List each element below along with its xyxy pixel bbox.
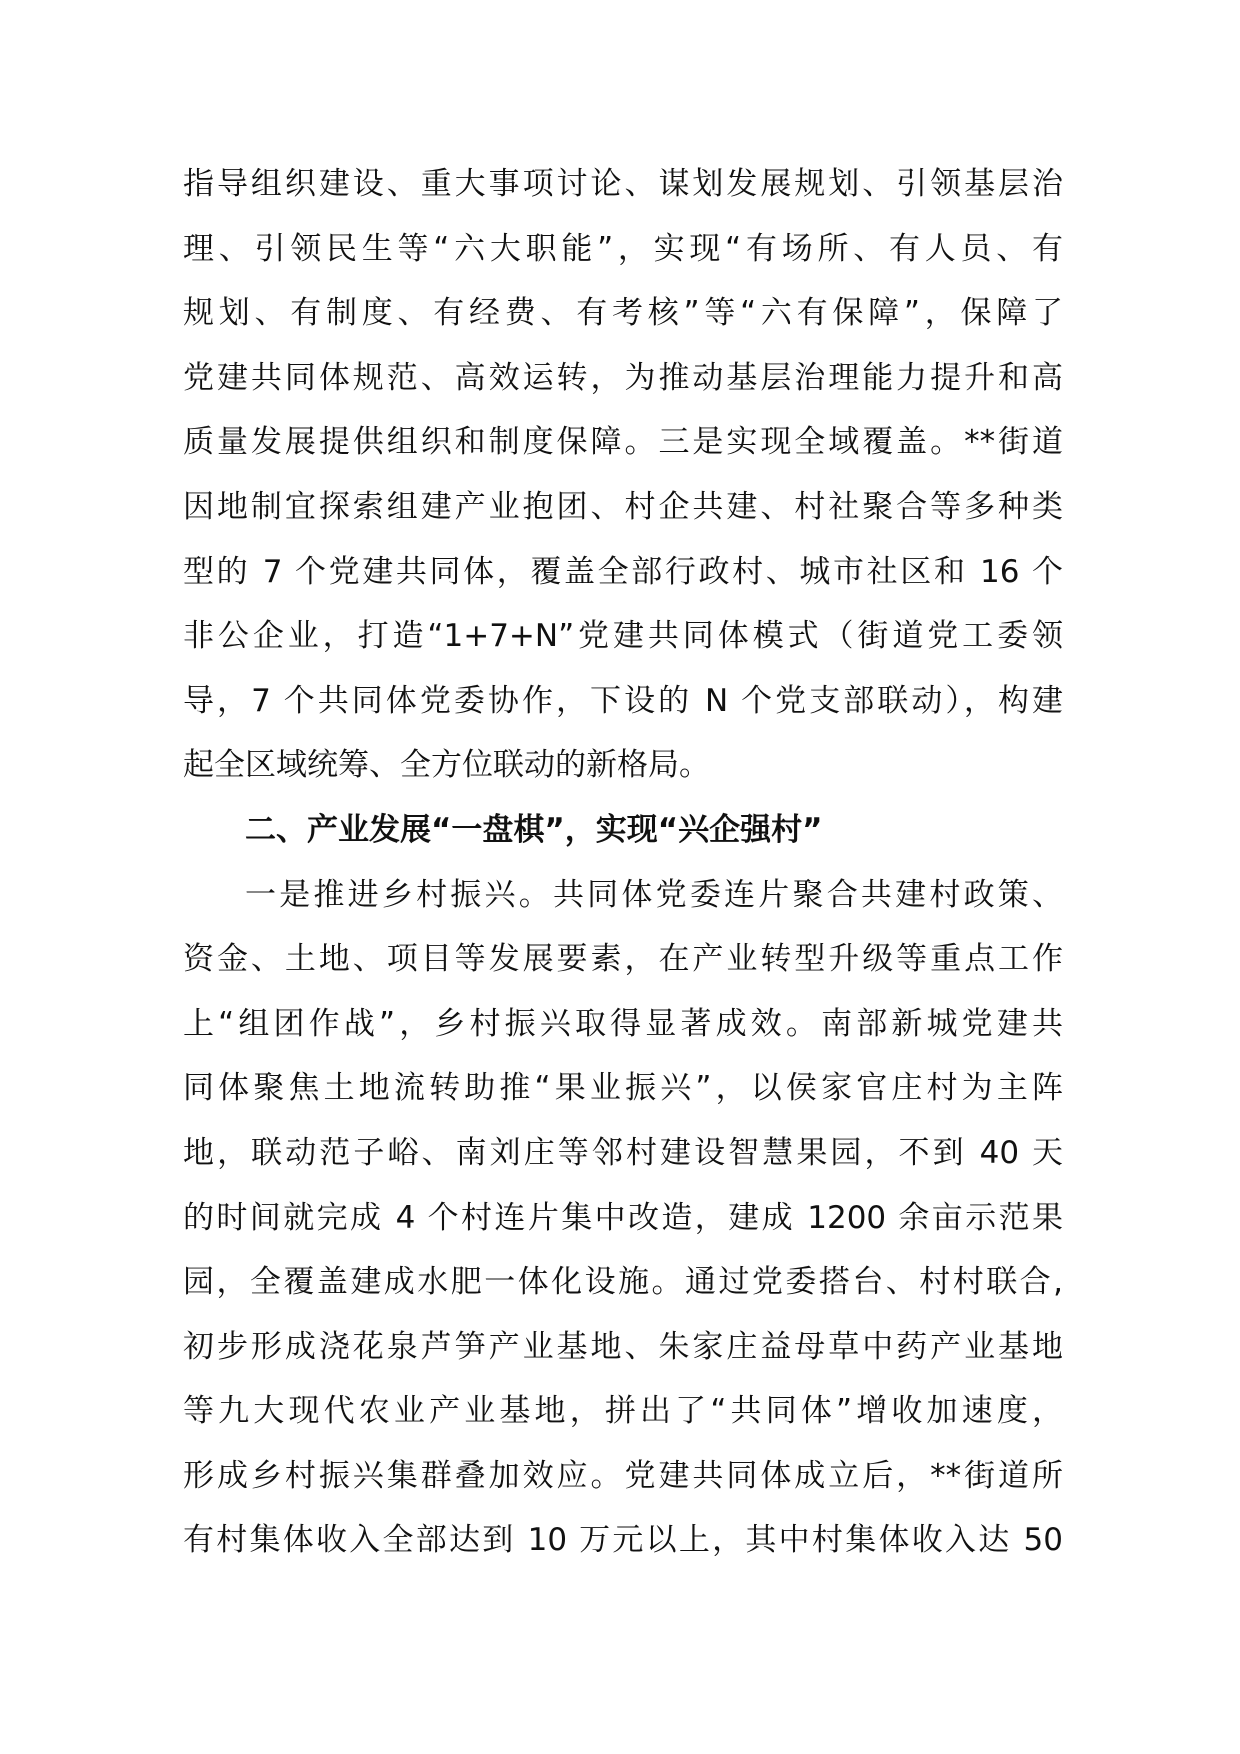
text-line-1: 指导组织建设、重大事项讨论、谋划发展规划、引领基层治 xyxy=(183,166,1063,202)
text-line-19: 初步形成浇花泉芦笋产业基地、朱家庄益母草中药产业基地 xyxy=(183,1328,1063,1365)
text-line-8: 非公企业，打造“1+7+N”党建共同体模式（街道党工委领 xyxy=(183,618,1063,655)
text-line-12: 一是推进乡村振兴。共同体党委连片聚合共建村政策、 xyxy=(245,876,1063,913)
text-line-18: 园，全覆盖建成水肥一体化设施。通过党委搭台、村村联合, xyxy=(183,1264,1063,1301)
text-line-10: 起全区域统筹、全方位联动的新格局。 xyxy=(183,747,710,784)
text-line-17: 的时间就完成 4 个村连片集中改造，建成 1200 余亩示范果 xyxy=(183,1199,1063,1236)
text-line-16: 地，联动范子峪、南刘庄等邻村建设智慧果园，不到 40 天 xyxy=(183,1134,1063,1171)
text-line-9: 导，7 个共同体党委协作，下设的 N 个党支部联动），构建 xyxy=(183,682,1063,719)
body-text xyxy=(183,152,1063,1573)
text-line-22: 有村集体收入全部达到 10 万元以上，其中村集体收入达 50 xyxy=(183,1522,1063,1559)
text-line-2: 理、引领民生等“六大职能”，实现“有场所、有人员、有 xyxy=(183,230,1063,267)
text-line-13: 资金、土地、项目等发展要素，在产业转型升级等重点工作 xyxy=(183,941,1063,978)
text-line-15: 同体聚焦土地流转助推“果业振兴”，以侯家官庄村为主阵 xyxy=(183,1070,1063,1107)
text-line-21: 形成乡村振兴集群叠加效应。党建共同体成立后，**街道所 xyxy=(183,1457,1063,1494)
text-line-7: 型的 7 个党建共同体，覆盖全部行政村、城市社区和 16 个 xyxy=(183,553,1063,590)
text-line-5: 质量发展提供组织和制度保障。三是实现全域覆盖。**街道 xyxy=(183,424,1063,461)
text-line-6: 因地制宜探索组建产业抱团、村企共建、村社聚合等多种类 xyxy=(183,488,1063,525)
text-line-20: 等九大现代农业产业基地，拼出了“共同体”增收加速度， xyxy=(183,1393,1063,1430)
section-heading: 二、产业发展“一盘棋”，实现“兴企强村” xyxy=(245,811,823,848)
text-line-3: 规划、有制度、有经费、有考核”等“六有保障”，保障了 xyxy=(183,295,1063,332)
text-line-4: 党建共同体规范、高效运转，为推动基层治理能力提升和高 xyxy=(183,359,1063,396)
text-line-14: 上“组团作战”，乡村振兴取得显著成效。南部新城党建共 xyxy=(183,1005,1063,1042)
